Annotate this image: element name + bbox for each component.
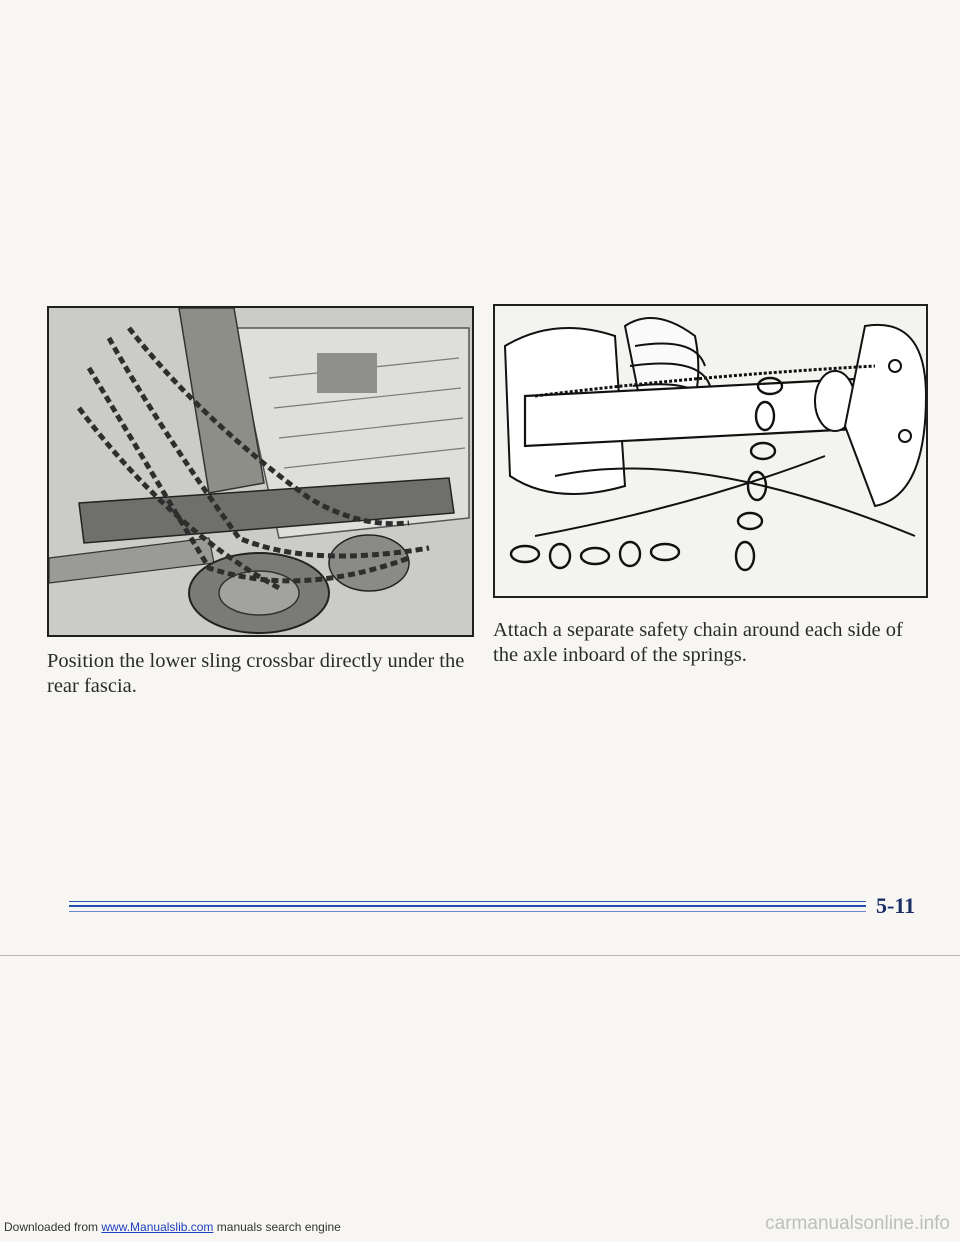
page-edge-line: [0, 955, 960, 956]
footer-suffix: manuals search engine: [213, 1220, 341, 1234]
site-watermark: carmanualsonline.info: [765, 1213, 950, 1234]
sling-crossbar-drawing: [49, 308, 472, 635]
caption-safety-chain: Attach a separate safety chain around each side of the axle inboard of the springs.: [493, 619, 903, 666]
footer-prefix: Downloaded from: [4, 1220, 102, 1234]
footer-rule: [69, 905, 866, 907]
page-number: 5-11: [876, 893, 916, 918]
illustration-sling-crossbar: [47, 306, 474, 637]
manualslib-link[interactable]: www.Manualslib.com: [101, 1220, 214, 1234]
illustration-safety-chain: [493, 304, 928, 598]
footer-rule: [69, 901, 866, 902]
safety-chain-drawing: [495, 306, 926, 596]
download-footer: [4, 1220, 341, 1234]
footer-rule: [69, 911, 866, 912]
caption-sling-crossbar: Position the lower sling crossbar directly under the rear fascia.: [47, 650, 465, 697]
